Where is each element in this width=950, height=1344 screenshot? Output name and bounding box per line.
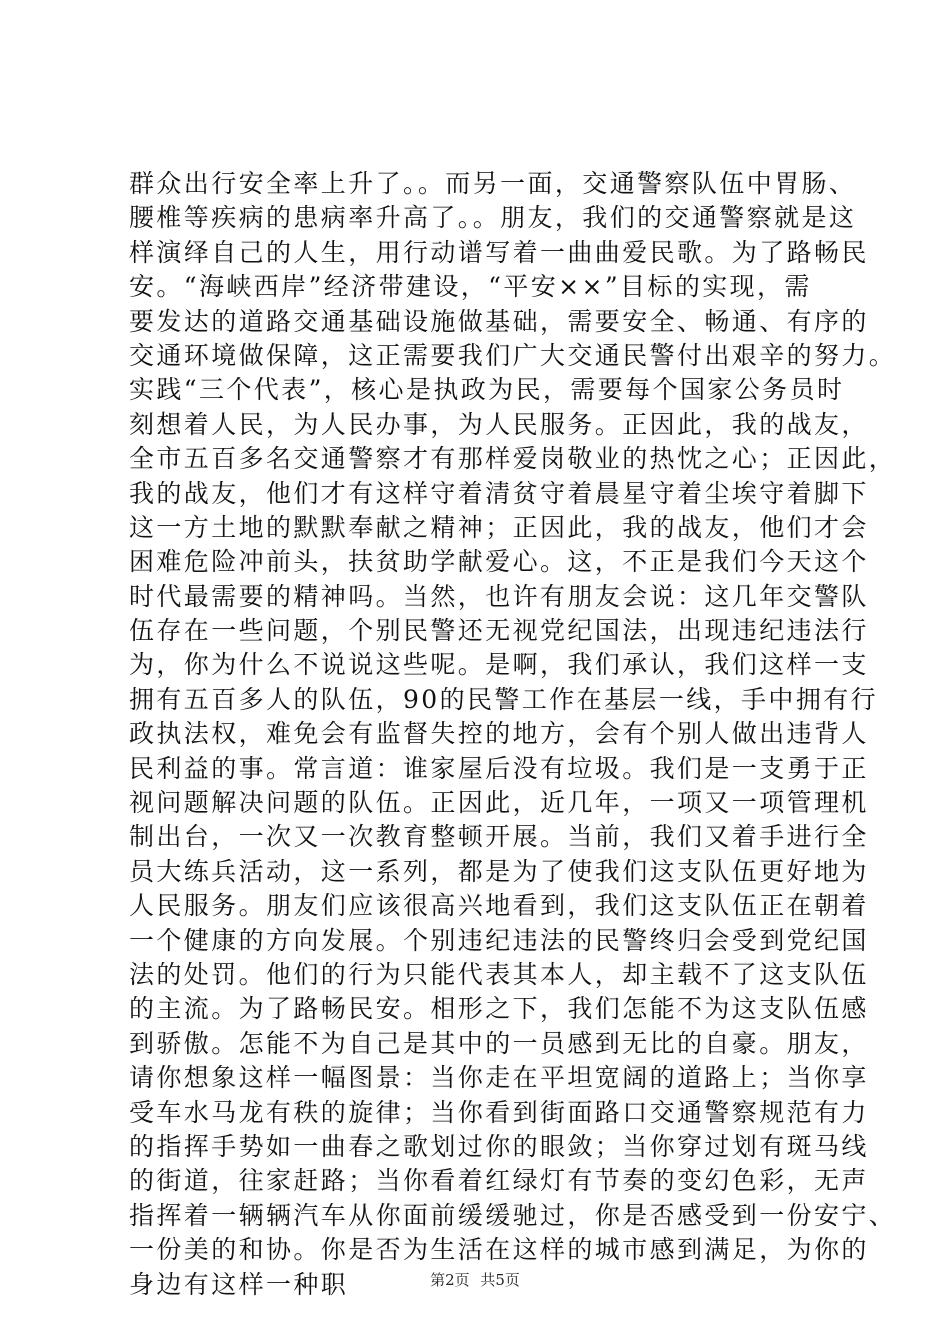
text-line: 民利益的事。常言道：谁家屋后没有垃圾。我们是一支勇于正 bbox=[129, 753, 869, 783]
page-number: 第2页 bbox=[430, 1271, 470, 1289]
text-line: 安。“海峡西岸”经济带建设，“平安××”目标的实现，需 bbox=[129, 272, 812, 302]
text-line: 时代最需要的精神吗。当然，也许有朋友会说：这几年交警队 bbox=[129, 581, 869, 611]
text-line: 伍存在一些问题，个别民警还无视党纪国法，出现违纪违法行 bbox=[129, 616, 869, 646]
text-line: 指挥着一辆辆汽车从你面前缓缓驰过，你是否感受到一份安宁、 bbox=[129, 1200, 897, 1230]
text-line: 法的处罚。他们的行为只能代表其本人，却主载不了这支队伍 bbox=[129, 959, 869, 989]
text-line: 政执法权，难免会有监督失控的地方，会有个别人做出违背人 bbox=[129, 719, 869, 749]
text-line: 的主流。为了路畅民安。相形之下，我们怎能不为这支队伍感 bbox=[129, 994, 869, 1024]
text-line: 刻想着人民，为人民办事，为人民服务。正因此，我的战友， bbox=[129, 409, 869, 439]
text-line: 要发达的道路交通基础设施做基础，需要安全、畅通、有序的 bbox=[129, 306, 869, 336]
text-line: 受车水马龙有秩的旋律；当你看到街面路口交通警察规范有力 bbox=[129, 1097, 869, 1127]
text-line: 一个健康的方向发展。个别违纪违法的民警终归会受到党纪国 bbox=[129, 925, 869, 955]
page-total: 共5页 bbox=[480, 1271, 520, 1289]
text-line: 拥有五百多人的队伍，90的民警工作在基层一线，手中拥有行 bbox=[129, 684, 879, 714]
text-line: 人民服务。朋友们应该很高兴地看到，我们这支队伍正在朝着 bbox=[129, 891, 869, 921]
body-text bbox=[129, 167, 897, 1302]
text-line: 身边有这样一种职 bbox=[129, 1269, 349, 1299]
text-line: 全市五百多名交通警察才有那样爱岗敬业的热忱之心；正因此， bbox=[129, 444, 897, 474]
text-line: 为，你为什么不说说这些呢。是啊，我们承认，我们这样一支 bbox=[129, 650, 869, 680]
text-line: 请你想象这样一幅图景：当你走在平坦宽阔的道路上；当你享 bbox=[129, 1063, 869, 1093]
text-line: 样演绎自己的人生，用行动谱写着一曲曲爱民歌。为了路畅民 bbox=[129, 237, 869, 267]
text-line: 的街道，往家赶路；当你看着红绿灯有节奏的变幻色彩，无声 bbox=[129, 1166, 869, 1196]
page-footer bbox=[0, 1270, 950, 1290]
text-line: 这一方土地的默默奉献之精神；正因此，我的战友，他们才会 bbox=[129, 512, 869, 542]
text-line: 实践“三个代表”，核心是执政为民，需要每个国家公务员时 bbox=[129, 375, 845, 405]
text-line: 制出台，一次又一次教育整顿开展。当前，我们又着手进行全 bbox=[129, 822, 869, 852]
text-line: 视问题解决问题的队伍。正因此，近几年，一项又一项管理机 bbox=[129, 788, 869, 818]
text-line: 一份美的和协。你是否为生活在这样的城市感到满足，为你的 bbox=[129, 1235, 869, 1265]
text-line: 交通环境做保障，这正需要我们广大交通民警付出艰辛的努力。 bbox=[129, 340, 897, 370]
text-line: 困难危险冲前头，扶贫助学献爱心。这，不正是我们今天这个 bbox=[129, 547, 869, 577]
text-line: 我的战友，他们才有这样守着清贫守着晨星守着尘埃守着脚下 bbox=[129, 478, 869, 508]
text-line: 的指挥手势如一曲春之歌划过你的眼敛；当你穿过划有斑马线 bbox=[129, 1131, 869, 1161]
text-line: 腰椎等疾病的患病率升高了。。朋友，我们的交通警察就是这 bbox=[129, 203, 857, 233]
text-line: 群众出行安全率上升了。。而另一面，交通警察队伍中胃肠、 bbox=[129, 169, 857, 198]
text-line: 到骄傲。怎能不为自己是其中的一员感到无比的自豪。朋友， bbox=[129, 1028, 869, 1058]
text-line: 员大练兵活动，这一系列，都是为了使我们这支队伍更好地为 bbox=[129, 856, 869, 886]
